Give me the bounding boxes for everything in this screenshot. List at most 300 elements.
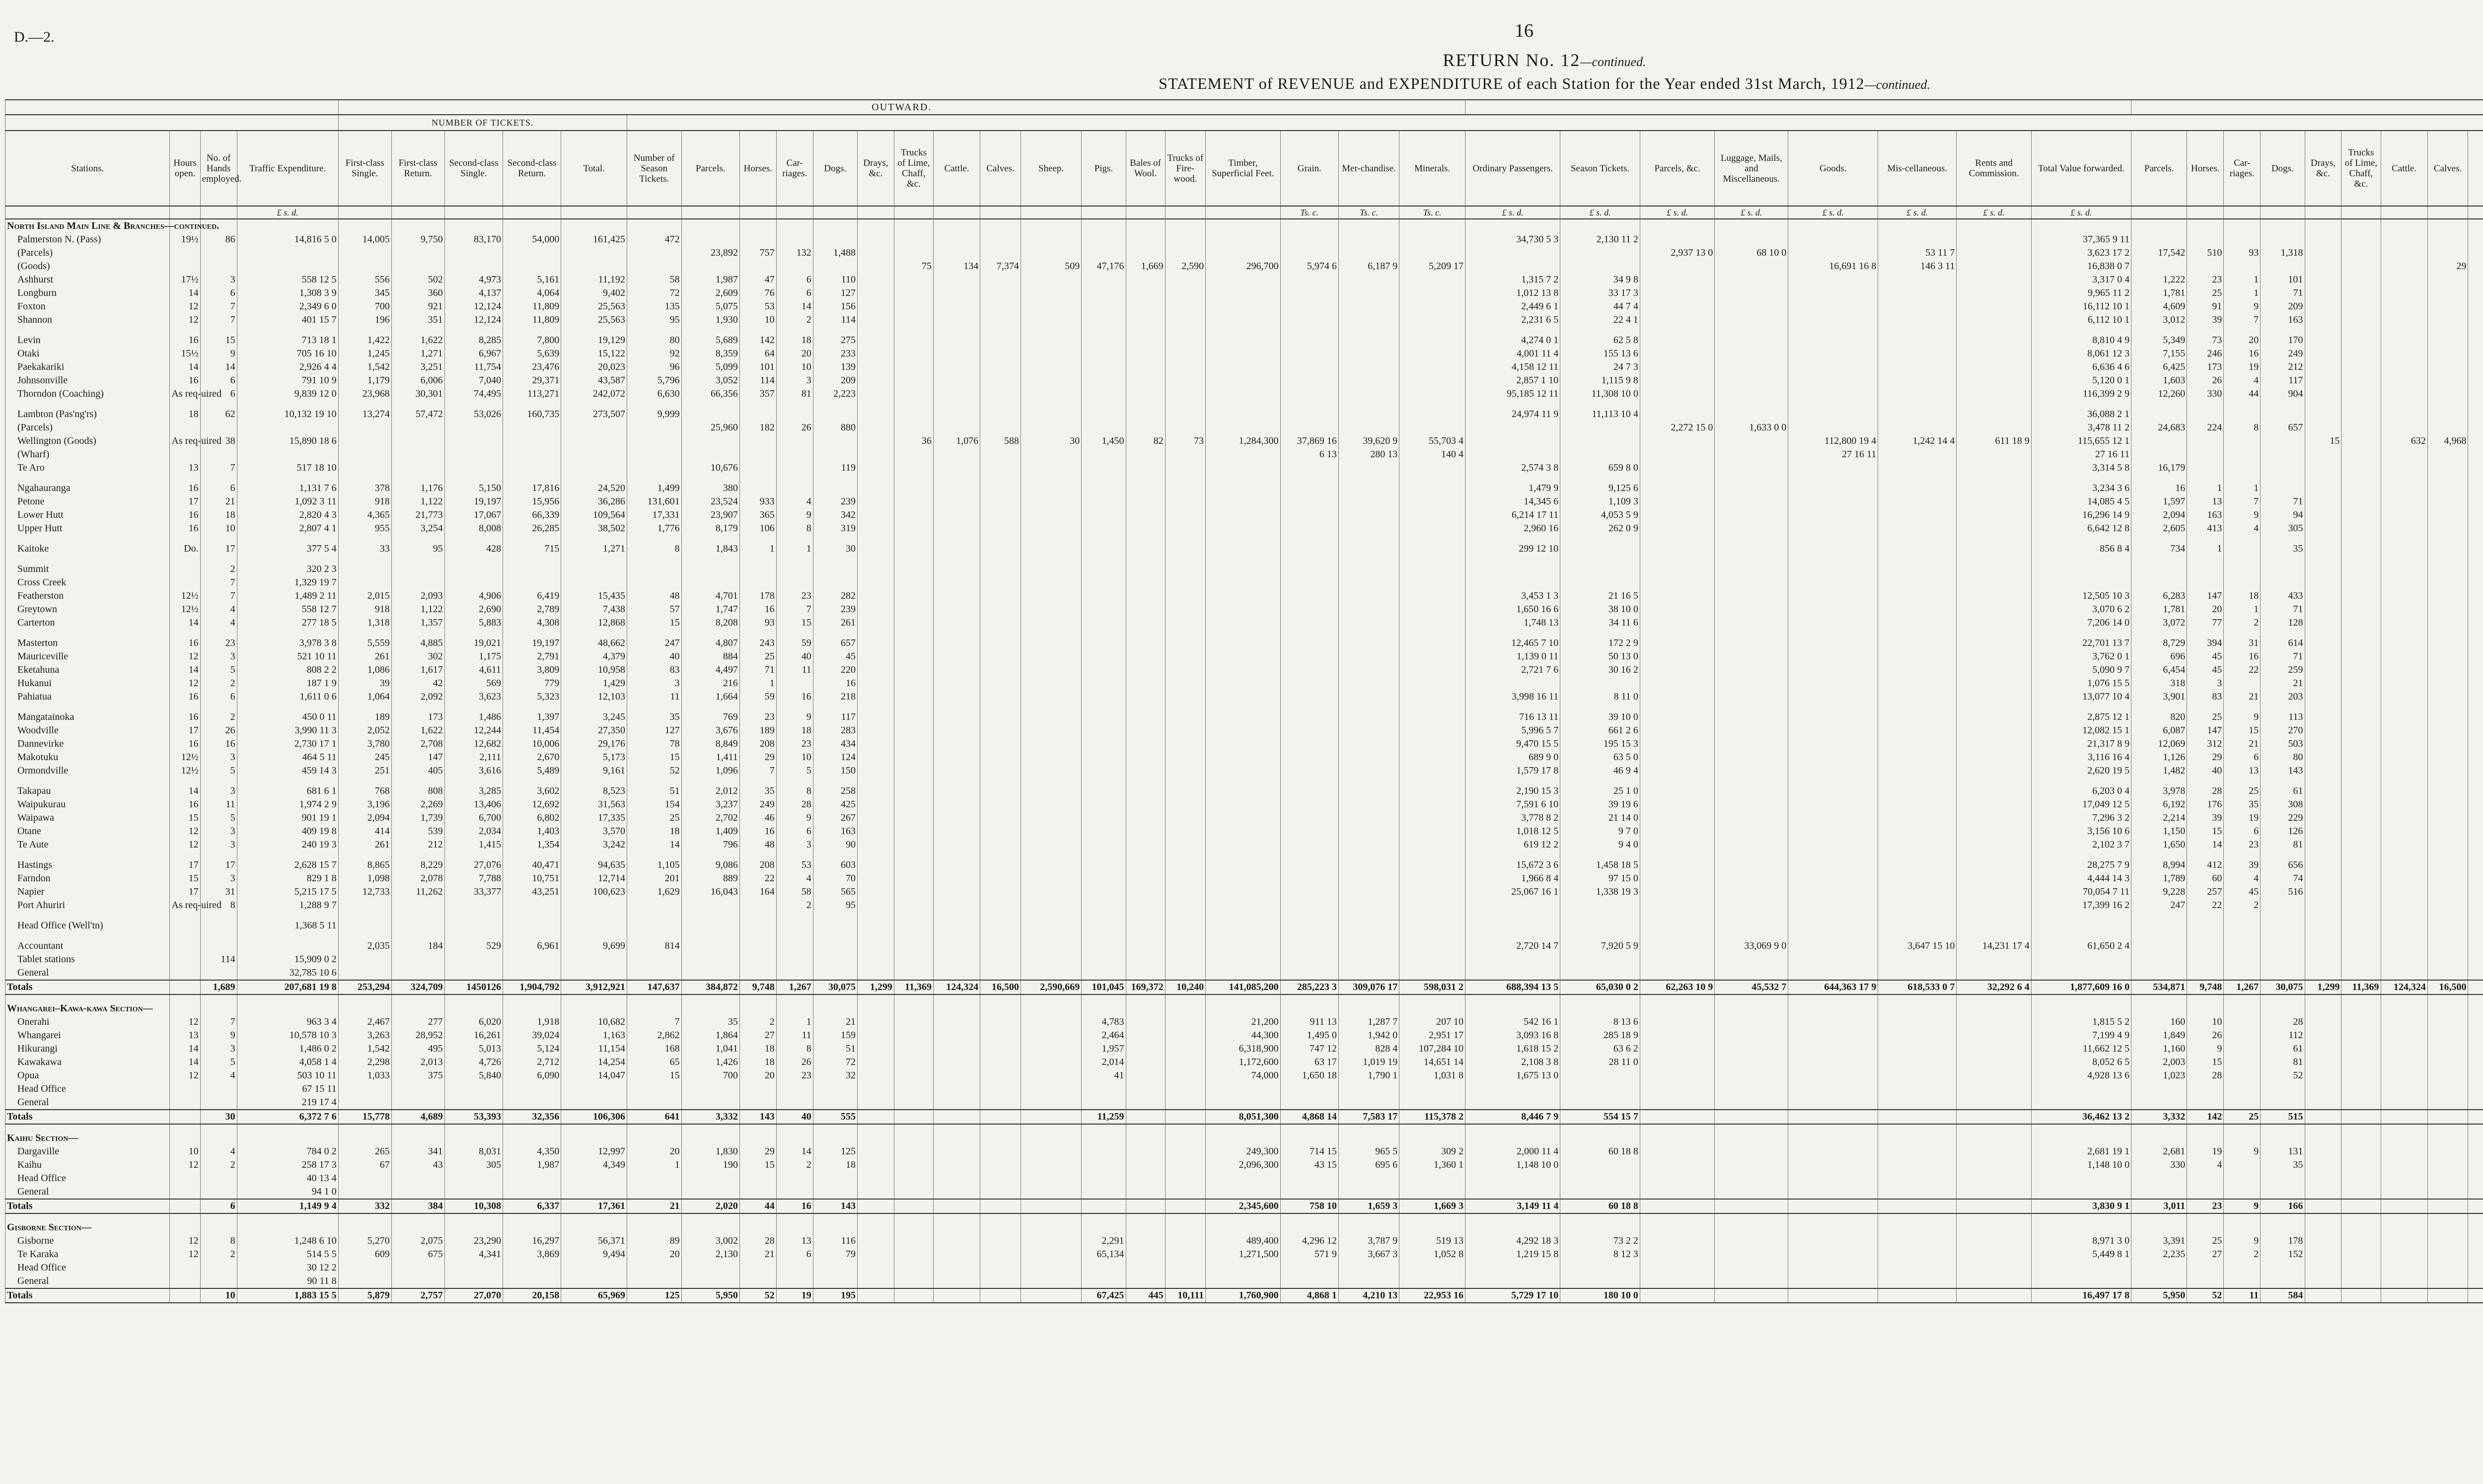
table-cell	[2341, 885, 2381, 899]
table-cell	[1957, 1185, 2031, 1199]
table-cell	[2381, 724, 2427, 737]
table-cell: 275	[813, 334, 857, 347]
table-cell	[933, 704, 980, 710]
table-cell	[2381, 650, 2427, 663]
table-cell	[170, 704, 200, 710]
table-cell: 609	[338, 1248, 391, 1261]
table-cell	[2468, 327, 2483, 334]
table-cell: 569	[444, 677, 503, 690]
table-cell	[561, 1213, 627, 1221]
table-cell	[1957, 851, 2031, 858]
table-cell: 10,132 19 10	[237, 408, 338, 421]
table-cell: 1,172,600	[1206, 1056, 1280, 1069]
column-header: First-class Return.	[391, 131, 444, 206]
table-cell	[894, 1096, 933, 1110]
table-cell: 9	[2224, 1145, 2261, 1158]
table-cell	[2261, 919, 2305, 932]
table-cell	[933, 1274, 980, 1288]
table-cell	[1399, 1185, 1465, 1199]
table-cell	[2427, 374, 2468, 387]
table-cell	[894, 1274, 933, 1288]
table-cell	[739, 327, 776, 334]
table-cell: 3,011	[2131, 1199, 2187, 1213]
table-cell	[2468, 475, 2483, 482]
table-cell	[857, 994, 894, 1002]
table-cell	[170, 1124, 200, 1131]
table-cell	[2224, 1015, 2261, 1029]
table-cell: 17,399 16 2	[2031, 899, 2131, 912]
table-cell	[857, 825, 894, 838]
table-cell	[1957, 798, 2031, 811]
table-cell	[2187, 1185, 2224, 1199]
table-cell	[933, 650, 980, 663]
table-cell	[1165, 1069, 1206, 1082]
table-cell: 519 13	[1399, 1234, 1465, 1248]
table-cell: 71	[739, 663, 776, 677]
table-cell	[1126, 360, 1165, 374]
table-cell: 14	[170, 1042, 200, 1056]
table-cell	[1021, 919, 1081, 932]
table-cell	[200, 919, 237, 932]
table-cell: 1,338 19 3	[1560, 885, 1640, 899]
table-row	[5, 953, 2483, 966]
table-cell	[1021, 1042, 1081, 1056]
table-cell	[1280, 542, 1338, 556]
table-cell	[627, 448, 681, 461]
table-cell	[1206, 1082, 1280, 1096]
table-cell: 9,999	[627, 408, 681, 421]
table-cell	[2427, 1185, 2468, 1199]
table-cell	[1126, 1274, 1165, 1288]
table-cell	[2187, 535, 2224, 542]
table-cell	[2187, 556, 2224, 563]
table-cell: 29,371	[503, 374, 561, 387]
table-cell	[2224, 677, 2261, 690]
table-cell: 126	[2261, 825, 2305, 838]
table-cell: 147,637	[627, 980, 681, 994]
column-header: Cattle.	[2381, 131, 2427, 206]
table-cell: 10	[170, 1145, 200, 1158]
table-cell: 280 13	[1338, 448, 1399, 461]
table-cell	[739, 475, 776, 482]
table-cell: 12	[170, 300, 200, 313]
table-cell	[2381, 1274, 2427, 1288]
table-cell: 1,659 3	[1338, 1199, 1399, 1213]
table-cell	[739, 851, 776, 858]
table-cell	[1206, 994, 1280, 1002]
table-cell	[1021, 556, 1081, 563]
table-cell	[2187, 260, 2224, 273]
table-cell	[1715, 630, 1788, 636]
table-cell	[1165, 764, 1206, 777]
table-cell: 32,292 6 4	[1957, 980, 2031, 994]
table-cell	[894, 576, 933, 589]
table-cell: 15,956	[503, 495, 561, 508]
table-cell: 632	[2381, 434, 2427, 448]
table-cell: 384,872	[681, 980, 739, 994]
table-cell	[1465, 919, 1560, 932]
table-cell	[2261, 1185, 2305, 1199]
table-cell: 15,672 3 6	[1465, 858, 1560, 872]
table-cell	[1399, 932, 1465, 939]
table-cell: 619 12 2	[1465, 838, 1560, 851]
station-name	[5, 401, 170, 408]
table-row	[5, 939, 2483, 953]
table-cell	[1126, 838, 1165, 851]
table-cell	[1878, 589, 1957, 603]
table-cell	[1206, 576, 1280, 589]
table-cell	[2131, 1185, 2187, 1199]
table-cell	[2427, 1172, 2468, 1185]
table-cell	[1206, 334, 1280, 347]
table-cell	[933, 1234, 980, 1248]
table-cell	[933, 542, 980, 556]
table-cell	[1082, 401, 1126, 408]
table-cell: 163	[2261, 313, 2305, 327]
station-name: Takapau	[5, 784, 170, 798]
table-cell	[627, 953, 681, 966]
table-cell	[1788, 327, 1878, 334]
table-cell: 1	[627, 1158, 681, 1172]
table-cell	[1126, 724, 1165, 737]
table-cell	[857, 858, 894, 872]
table-cell	[2427, 710, 2468, 724]
table-cell	[2427, 448, 2468, 461]
table-cell	[1280, 461, 1338, 475]
table-cell	[2427, 663, 2468, 677]
table-cell: 2,681	[2131, 1145, 2187, 1158]
table-cell: 36,088 2 1	[2031, 408, 2131, 421]
table-cell: 5	[200, 811, 237, 825]
table-cell	[391, 1221, 444, 1234]
table-cell	[2305, 1096, 2341, 1110]
table-cell: 265	[338, 1145, 391, 1158]
table-cell: 565	[813, 885, 857, 899]
table-cell	[1165, 710, 1206, 724]
table-cell	[1788, 724, 1878, 737]
table-cell: 12,124	[444, 313, 503, 327]
table-cell	[1399, 811, 1465, 825]
table-cell	[170, 851, 200, 858]
table-cell	[1957, 495, 2031, 508]
table-cell	[2261, 448, 2305, 461]
table-cell: 27,350	[561, 724, 627, 737]
table-cell	[1399, 1261, 1465, 1274]
table-cell	[776, 939, 813, 953]
table-cell	[1788, 1234, 1878, 1248]
table-cell: 1,098	[338, 872, 391, 885]
table-cell: 160	[2131, 1015, 2187, 1029]
table-cell	[627, 1002, 681, 1015]
table-cell	[1715, 313, 1788, 327]
table-cell	[980, 811, 1021, 825]
table-cell	[1957, 704, 2031, 710]
table-cell	[1957, 603, 2031, 616]
table-cell	[2381, 616, 2427, 630]
station-name: Te Aro	[5, 461, 170, 475]
table-cell	[1206, 563, 1280, 576]
table-cell	[1126, 912, 1165, 919]
table-cell	[338, 912, 391, 919]
table-cell	[1280, 616, 1338, 630]
table-cell	[980, 1131, 1021, 1145]
table-cell	[2131, 1221, 2187, 1234]
table-cell	[1399, 994, 1465, 1002]
table-cell: 17,331	[627, 508, 681, 522]
table-cell	[1165, 374, 1206, 387]
table-cell: 3,332	[2131, 1110, 2187, 1124]
table-cell: 38 10 0	[1560, 603, 1640, 616]
table-cell: 1,611 0 6	[237, 690, 338, 704]
table-cell	[2341, 401, 2381, 408]
table-cell	[237, 912, 338, 919]
station-name	[5, 630, 170, 636]
table-cell	[857, 334, 894, 347]
table-cell	[933, 899, 980, 912]
table-cell	[627, 556, 681, 563]
table-cell	[980, 522, 1021, 535]
table-cell: 1,748 13	[1465, 616, 1560, 630]
table-cell	[933, 1029, 980, 1042]
table-cell: 13	[2187, 495, 2224, 508]
table-cell	[627, 966, 681, 980]
table-cell: 3,263	[338, 1029, 391, 1042]
table-cell	[1788, 838, 1878, 851]
table-cell	[776, 851, 813, 858]
table-cell: 10,111	[1165, 1288, 1206, 1303]
table-cell: 10	[776, 360, 813, 374]
table-cell	[627, 1082, 681, 1096]
table-cell	[1021, 932, 1081, 939]
table-cell	[1640, 563, 1714, 576]
table-cell	[1957, 327, 2031, 334]
table-cell	[1715, 616, 1788, 630]
table-cell	[2341, 360, 2381, 374]
table-cell	[2305, 542, 2341, 556]
table-cell	[894, 1002, 933, 1015]
table-cell: 23	[2187, 1199, 2224, 1213]
table-cell	[561, 563, 627, 576]
unit-cell	[2341, 206, 2381, 219]
table-cell	[1878, 650, 1957, 663]
table-cell: 216	[681, 677, 739, 690]
table-cell	[894, 1288, 933, 1303]
table-cell	[1206, 777, 1280, 784]
table-cell	[1640, 630, 1714, 636]
table-cell	[2468, 1274, 2483, 1288]
table-cell	[2131, 219, 2187, 233]
table-cell	[444, 260, 503, 273]
table-cell	[1165, 1015, 1206, 1029]
table-cell: 539	[391, 825, 444, 838]
table-cell	[894, 273, 933, 286]
column-header: Trucks of Lime, Chaff, &c.	[894, 131, 933, 206]
table-cell	[980, 1234, 1021, 1248]
table-cell	[1165, 556, 1206, 563]
table-cell: 880	[813, 421, 857, 434]
table-cell: 37,869 16	[1280, 434, 1338, 448]
table-cell	[2224, 1185, 2261, 1199]
table-cell	[1878, 704, 1957, 710]
table-cell	[2131, 912, 2187, 919]
table-cell	[894, 751, 933, 764]
table-cell: As req-uired	[170, 899, 200, 912]
table-cell	[1715, 542, 1788, 556]
table-cell	[1715, 260, 1788, 273]
table-cell	[1338, 475, 1399, 482]
table-cell	[2131, 851, 2187, 858]
table-cell	[1640, 401, 1714, 408]
table-cell	[1280, 825, 1338, 838]
table-cell	[681, 576, 739, 589]
table-cell	[2261, 482, 2305, 495]
table-cell	[2381, 495, 2427, 508]
table-cell	[1399, 542, 1465, 556]
table-cell	[1206, 461, 1280, 475]
table-cell	[2381, 912, 2427, 919]
table-row	[5, 563, 2483, 576]
table-cell	[1640, 556, 1714, 563]
table-cell	[1165, 1029, 1206, 1042]
table-row	[5, 300, 2483, 313]
table-cell: 173	[391, 710, 444, 724]
table-cell: 308	[2261, 798, 2305, 811]
table-cell: 14	[170, 663, 200, 677]
table-cell: 688,394 13 5	[1465, 980, 1560, 994]
table-cell: 114	[813, 313, 857, 327]
table-row	[5, 663, 2483, 677]
table-cell: 558 12 5	[237, 273, 338, 286]
table-cell: 245	[338, 751, 391, 764]
table-cell	[237, 704, 338, 710]
table-cell	[170, 932, 200, 939]
table-cell: 1,495 0	[1280, 1029, 1338, 1042]
table-cell	[1280, 1274, 1338, 1288]
table-cell: 261	[338, 838, 391, 851]
table-row	[5, 650, 2483, 663]
table-cell: 5	[200, 764, 237, 777]
table-cell: 5,161	[503, 273, 561, 286]
table-cell: 16,261	[444, 1029, 503, 1042]
table-cell: 5,209 17	[1399, 260, 1465, 273]
table-cell: 25	[2187, 1234, 2224, 1248]
table-cell	[2341, 851, 2381, 858]
table-cell: 154	[627, 798, 681, 811]
station-name: Wellington (Goods)	[5, 434, 170, 448]
table-cell	[2261, 260, 2305, 273]
table-cell: 1,957	[1082, 1042, 1126, 1056]
table-cell: 695 6	[1338, 1158, 1399, 1172]
table-cell	[2341, 482, 2381, 495]
table-cell	[1640, 690, 1714, 704]
table-cell	[813, 1221, 857, 1234]
table-cell: 16,296 14 9	[2031, 508, 2131, 522]
table-cell	[1165, 1145, 1206, 1158]
table-cell: 1,542	[338, 360, 391, 374]
table-cell: 127	[813, 286, 857, 300]
table-cell	[1788, 401, 1878, 408]
table-cell	[2305, 650, 2341, 663]
table-cell	[1338, 461, 1399, 475]
statement-title	[745, 74, 2344, 93]
table-cell: 1,031 8	[1399, 1069, 1465, 1082]
table-cell	[2305, 273, 2341, 286]
table-cell	[2305, 1029, 2341, 1042]
table-cell: 11,809	[503, 300, 561, 313]
table-cell: 10,308	[444, 1199, 503, 1213]
station-name: Port Ahuriri	[5, 899, 170, 912]
table-cell	[1878, 219, 1957, 233]
table-cell	[2468, 434, 2483, 448]
table-cell: 3,978 3 8	[237, 636, 338, 650]
table-cell: 18	[170, 408, 200, 421]
station-name	[5, 777, 170, 784]
table-cell	[338, 475, 391, 482]
table-cell	[2341, 1042, 2381, 1056]
table-cell: 21	[627, 1199, 681, 1213]
table-cell	[1021, 966, 1081, 980]
table-cell: 46	[739, 811, 776, 825]
table-cell	[1021, 461, 1081, 475]
table-cell	[1465, 1213, 1560, 1221]
table-cell	[444, 851, 503, 858]
table-cell	[2031, 912, 2131, 919]
table-cell: 143	[739, 1110, 776, 1124]
table-cell: 4,701	[681, 589, 739, 603]
table-cell	[237, 421, 338, 434]
table-cell	[933, 932, 980, 939]
table-row	[5, 508, 2483, 522]
table-cell	[1165, 858, 1206, 872]
table-cell: 7,583 17	[1338, 1110, 1399, 1124]
table-row	[5, 1069, 2483, 1082]
table-cell	[1280, 919, 1338, 932]
table-cell: 2,857 1 10	[1465, 374, 1560, 387]
table-cell: 207,681 19 8	[237, 980, 338, 994]
table-cell: 95,185 12 11	[1465, 387, 1560, 401]
table-cell	[1640, 912, 1714, 919]
table-cell	[1788, 522, 1878, 535]
subgroup-header-row	[5, 115, 2483, 131]
table-cell: 243	[739, 636, 776, 650]
table-cell	[857, 535, 894, 542]
table-cell	[1788, 1213, 1878, 1221]
table-cell	[1788, 482, 1878, 495]
table-cell	[1021, 421, 1081, 434]
table-cell	[2427, 273, 2468, 286]
table-cell: 2,269	[391, 798, 444, 811]
table-cell: 1,618 15 2	[1465, 1042, 1560, 1056]
table-cell: 71	[2261, 495, 2305, 508]
table-cell	[503, 246, 561, 260]
table-cell	[2381, 1172, 2427, 1185]
table-cell	[1280, 286, 1338, 300]
table-cell	[1021, 1124, 1081, 1131]
table-cell	[338, 1221, 391, 1234]
table-cell	[894, 334, 933, 347]
table-cell: 1,987	[681, 273, 739, 286]
table-cell	[1206, 448, 1280, 461]
table-cell: 43,587	[561, 374, 627, 387]
table-cell	[1021, 522, 1081, 535]
table-cell	[2187, 919, 2224, 932]
table-cell: 16,838 0 7	[2031, 260, 2131, 273]
table-cell	[444, 704, 503, 710]
table-cell	[1465, 246, 1560, 260]
table-cell	[933, 1248, 980, 1261]
table-cell: 6,006	[391, 374, 444, 387]
table-cell: 14,231 17 4	[1957, 939, 2031, 953]
